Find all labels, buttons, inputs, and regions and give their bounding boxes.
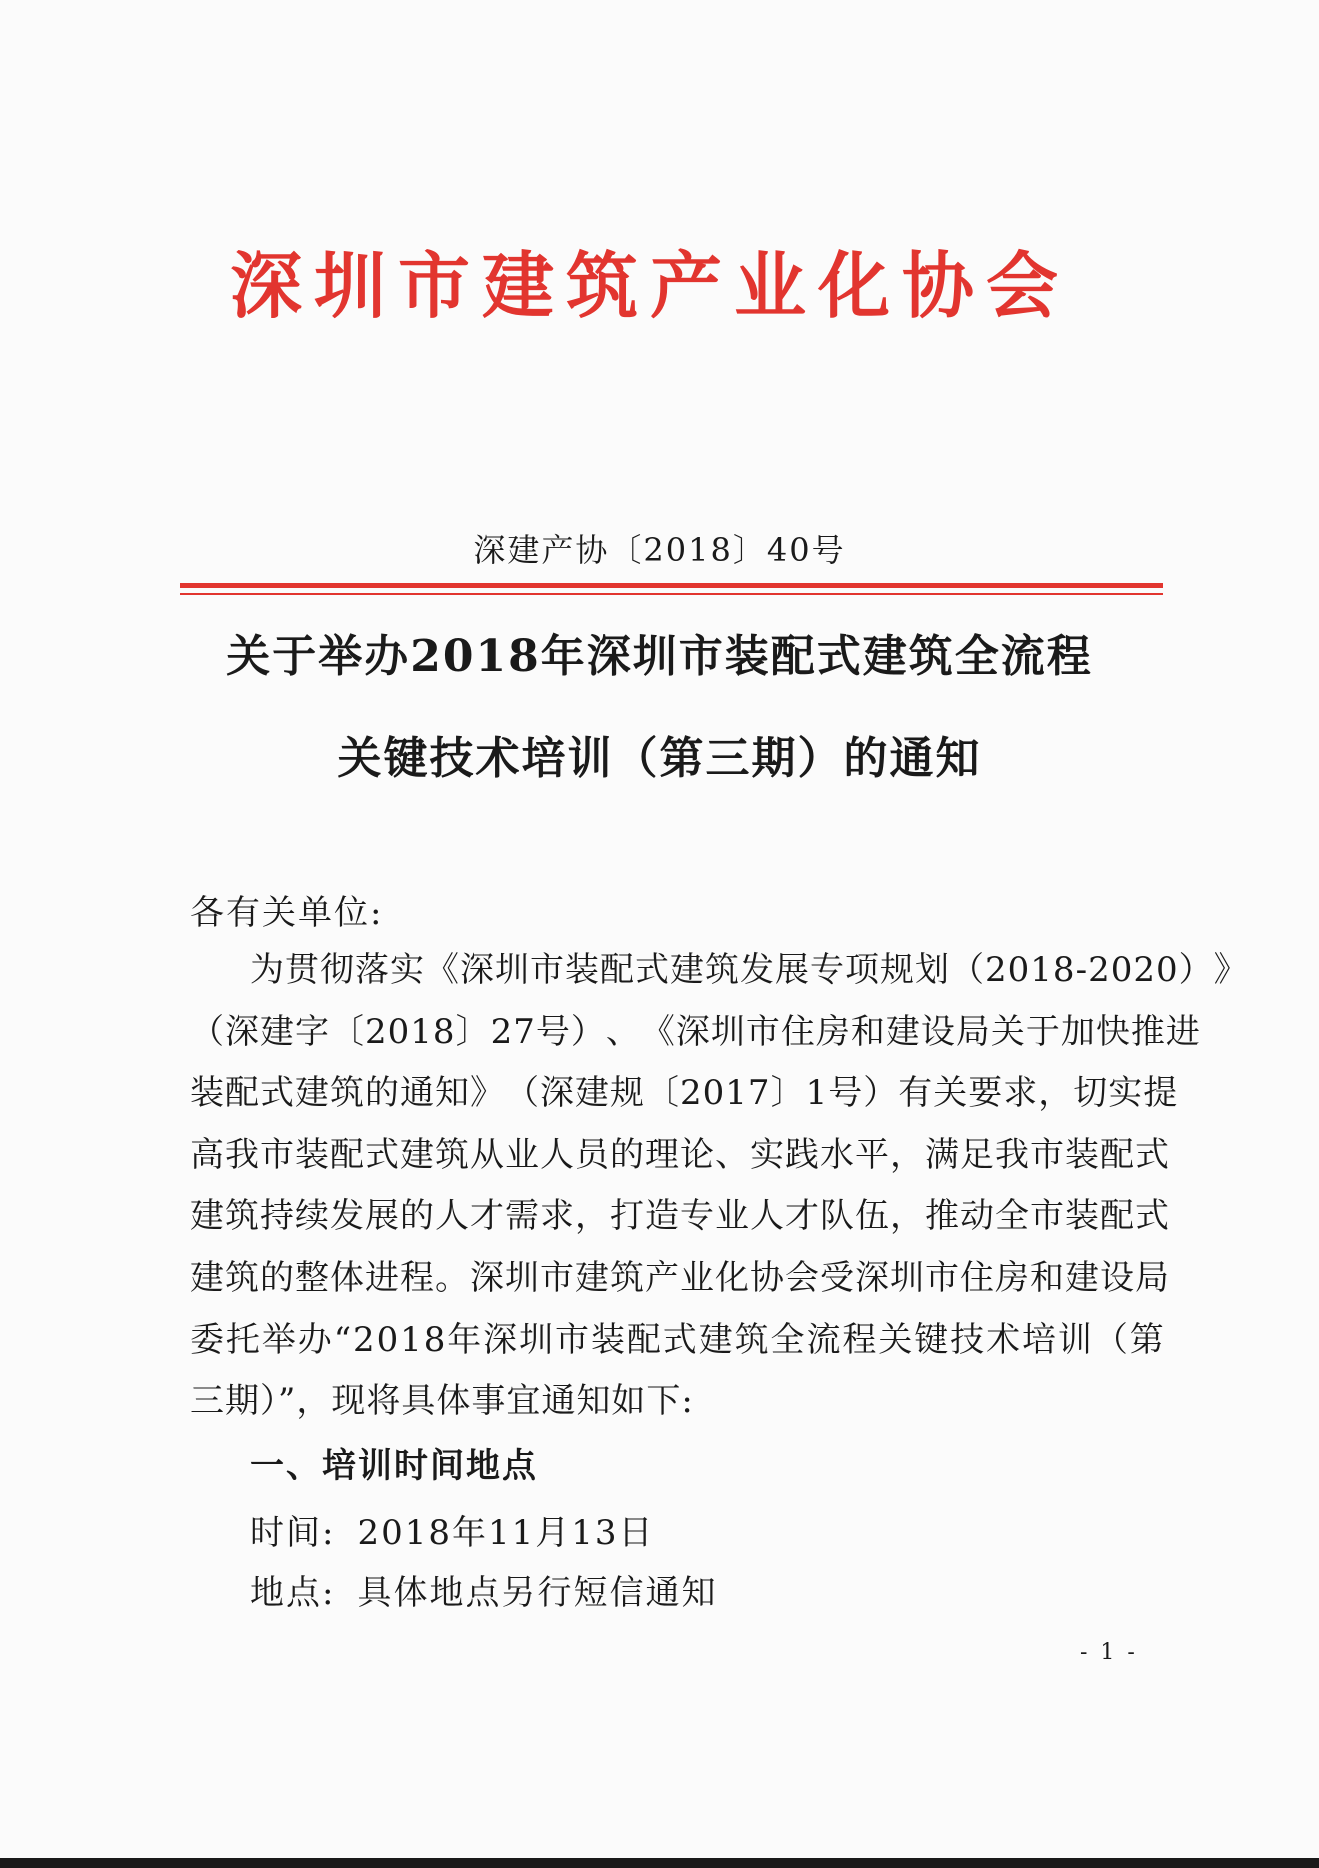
body-line: 高 我 市 装 配 式 建 筑 从 业 人 员 的 理 论 、 实 践 水 平 ， 满 足 我 市 装 配 式 — [190, 1134, 1170, 1175]
document-title-line-2: 关键技术培训（第三期）的通知 — [337, 733, 982, 784]
body-line: 建 筑 持 续 发 展 的 人 才 需 求 ， 打 造 专 业 人 才 队 伍 ， 推 动 全 市 装 配 式 — [190, 1196, 1170, 1237]
scan-bottom-edge — [0, 1858, 1319, 1868]
body-paragraph — [190, 940, 1249, 1433]
body-line: 委 托 举 办 “ 2 0 1 8 年 深 圳 市 装 配 式 建 筑 全 流 程 关 键 技 术 培 训 （ 第 — [190, 1319, 1165, 1360]
body-line: 三期）”，现将具体事宜通知如下: — [190, 1381, 694, 1422]
body-line: （ 深 建 字 〔 2 0 1 8 〕 2 7 号 ） 、 《 深 圳 市 住 房 和 建 设 局 关 于 加 快 推 进 — [190, 1011, 1201, 1052]
document-title-line-1: 关于举办2018年深圳市装配式建筑全流程 — [226, 631, 1093, 682]
document-number: 深建产协〔2018〕40号 — [473, 531, 846, 569]
org-letterhead: 深圳市建筑产业化协会 — [229, 243, 1070, 328]
salutation: 各有关单位: — [190, 893, 384, 933]
red-divider-line-thin — [180, 593, 1163, 595]
training-place — [250, 1565, 717, 1614]
time-label: 时间: — [250, 1513, 336, 1553]
training-time — [250, 1505, 655, 1554]
time-value: 2018年11月13日 — [357, 1513, 655, 1553]
body-line: 建 筑 的 整 体 进 程 。 深 圳 市 建 筑 产 业 化 协 会 受 深 圳 市 住 房 和 建 设 局 — [190, 1257, 1170, 1298]
place-value: 具体地点另行短信通知 — [357, 1573, 718, 1613]
red-divider-line — [180, 583, 1163, 588]
body-line: 为 贯 彻 落 实 《 深 圳 市 装 配 式 建 筑 发 展 专 项 规 划 （ 2 0 1 8 - 2 0 2 0 ） 》 — [250, 950, 1249, 990]
section-heading: 一、培训时间地点 — [250, 1446, 538, 1486]
page-number: - 1 - — [1080, 1640, 1138, 1665]
place-label: 地点: — [250, 1573, 336, 1613]
body-line: 装 配 式 建 筑 的 通 知 》 （ 深 建 规 〔 2 0 1 7 〕 1 号 ） 有 关 要 求 ， 切 实 提 — [190, 1073, 1179, 1114]
